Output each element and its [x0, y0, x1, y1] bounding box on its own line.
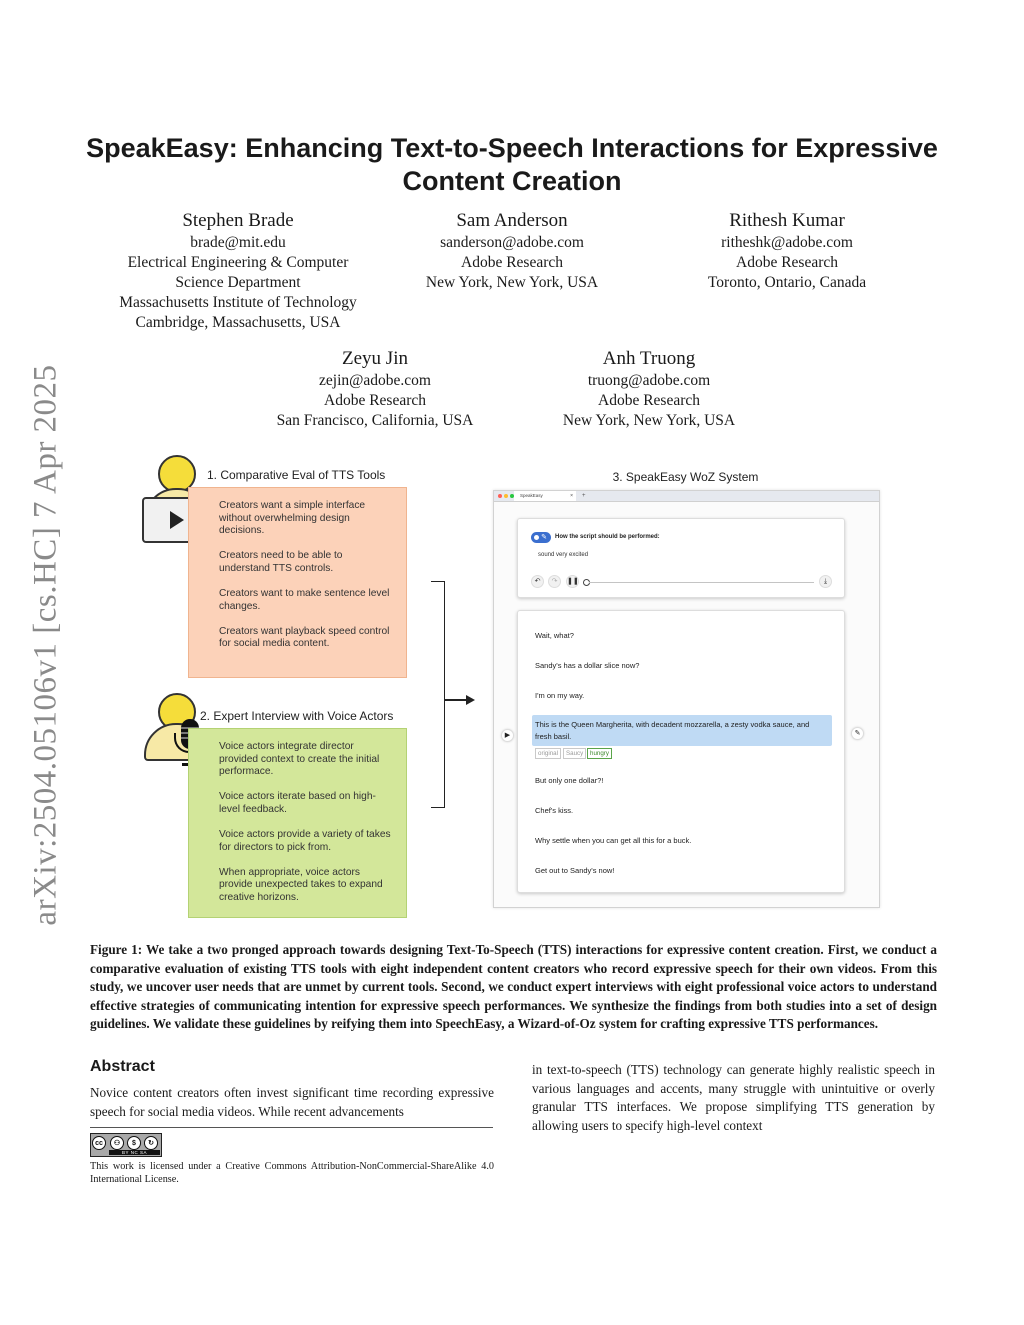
author-name: Sam Anderson: [456, 210, 568, 231]
finding-text: Creators need to be able to understand TTS controls.: [219, 550, 343, 574]
script-line[interactable]: Sandy's has a dollar slice now?: [535, 661, 640, 670]
finding-text: When appropriate, voice actors provide unexpected takes to expand creative horizons.: [219, 866, 383, 903]
author-name: Anh Truong: [602, 348, 696, 369]
selected-script-line[interactable]: This is the Queen Margherita, with decadent mozzarella, a zesty vodka sauce, and fresh basil.: [532, 715, 832, 746]
edit-script-icon[interactable]: ✎: [851, 727, 864, 740]
author-affiliation: Toronto, Ontario, Canada: [707, 274, 867, 291]
author-block: [392, 209, 632, 293]
author-block: [667, 209, 907, 293]
section-title-woz-system: 3. SpeakEasy WoZ System: [612, 470, 759, 484]
finding-text: Voice actors provide a variety of takes for directors to pick from.: [219, 828, 391, 853]
script-line[interactable]: Chef's kiss.: [535, 806, 574, 815]
playback-track[interactable]: [589, 582, 814, 583]
prompt-label: How the script should be performed:: [555, 534, 660, 540]
browser-tab-label: SpeakEasy: [520, 493, 543, 498]
prompt-card: [517, 518, 845, 598]
figure-caption: Figure 1: We take a two pronged approach towards designing Text-To-Speech (TTS) interactions for expressive content creation. First, we conduct a comparative evaluation of existing TTS tools with eight independent content creators who record expressive speech for their own videos. From this study, we uncover user needs that are unmet by current tools. Second, we conduct expert interviews with eight professional voice actors to understand effective strategies of communicating intention for expressive speech performances. We synthesize the findings from both studies into a set of design guidelines. We validate these guidelines by reifying them into SpeechEasy, a Wizard-of-Oz system for crafting expressive TTS performances.: [90, 942, 937, 1032]
author-email: zejin@adobe.com: [319, 372, 431, 389]
finding-text: Voice actors iterate based on high-level feedback.: [219, 791, 376, 815]
take-chip-saucy[interactable]: Saucy: [563, 748, 586, 759]
author-affiliation: San Francisco, California, USA: [276, 412, 474, 429]
context-toggle[interactable]: [531, 532, 551, 543]
section-title-expert-interview: 2. Expert Interview with Voice Actors: [200, 709, 394, 723]
browser-tab-bar: [494, 491, 879, 502]
new-tab-icon[interactable]: +: [582, 493, 586, 499]
teaser-figure: [138, 455, 888, 925]
author-affiliation: Adobe Research: [461, 254, 563, 271]
download-icon[interactable]: ⤓: [819, 575, 832, 588]
by-person-icon: ⚇: [110, 1136, 124, 1150]
arxiv-identifier: arXiv:2504.05106v1 [cs.HC] 7 Apr 2025: [27, 364, 64, 926]
author-block: [245, 347, 505, 431]
finding-text: Voice actors integrate director provided context to create the initial performace.: [219, 741, 380, 778]
author-email: sanderson@adobe.com: [440, 234, 584, 251]
author-affiliation: Massachusetts Institute of Technology: [119, 294, 357, 311]
prompt-input[interactable]: sound very excited: [538, 552, 589, 558]
script-line[interactable]: I'm on my way.: [535, 691, 585, 700]
script-card: [517, 610, 845, 893]
creator-needs-panel: [188, 487, 407, 678]
play-triangle-icon: [170, 511, 184, 529]
voice-actor-strategies-panel: [188, 728, 407, 918]
section-title-comparative-eval: 1. Comparative Eval of TTS Tools: [207, 468, 386, 482]
author-affiliation: New York, New York, USA: [425, 274, 599, 291]
noncommercial-icon: $: [127, 1136, 141, 1150]
take-chip-hungry[interactable]: hungry: [587, 748, 612, 759]
abstract-text-col1: Novice content creators often invest significant time recording expressive speech for social media videos. While recent advancements: [90, 1085, 494, 1119]
cc-icon: cc: [92, 1136, 106, 1150]
finding-text: Creators want to make sentence level changes.: [219, 587, 390, 612]
author-email: truong@adobe.com: [587, 372, 711, 389]
author-email: brade@mit.edu: [190, 234, 286, 251]
script-line[interactable]: But only one dollar?!: [535, 776, 604, 785]
author-name: Zeyu Jin: [342, 348, 408, 369]
author-affiliation: Cambridge, Massachusetts, USA: [135, 314, 341, 331]
tab-close-icon[interactable]: ×: [570, 493, 573, 499]
script-line[interactable]: Get out to Sandy's now!: [535, 866, 615, 875]
undo-icon[interactable]: ↶: [531, 575, 544, 588]
author-affiliation: Science Department: [175, 274, 301, 291]
author-affiliation: Adobe Research: [736, 254, 838, 271]
author-email: ritheshk@adobe.com: [721, 234, 853, 251]
abstract-text-col2: in text-to-speech (TTS) technology can generate highly realistic speech in various languages and accents, many struggle with unintuitive or overly granular TTS interfaces. We propose simplifying TTS generation by allowing users to specify high-level context: [532, 1062, 935, 1133]
script-line[interactable]: Why settle when you can get all this for a buck.: [535, 836, 692, 845]
play-script-icon[interactable]: ▶: [501, 729, 514, 742]
browser-tab[interactable]: [514, 491, 576, 501]
browser-window: [493, 490, 880, 908]
cc-license-badge[interactable]: [90, 1133, 162, 1157]
author-affiliation: New York, New York, USA: [562, 412, 736, 429]
merge-bracket: [431, 581, 445, 808]
author-name: Rithesh Kumar: [729, 210, 845, 231]
abstract-heading: Abstract: [90, 1058, 155, 1075]
finding-text: Creators want a simple interface without overwhelming design decisions.: [219, 500, 366, 537]
arrow-right-icon: [466, 695, 475, 705]
close-dot-icon[interactable]: [498, 494, 502, 498]
take-chip-original[interactable]: original: [535, 748, 561, 759]
finding-text: Creators want playback speed control for social media content.: [219, 625, 390, 650]
pause-icon[interactable]: ❚❚: [566, 575, 579, 588]
author-affiliation: Adobe Research: [324, 392, 426, 409]
license-text: This work is licensed under a Creative Commons Attribution-NonCommercial-ShareAlike 4.0 International License.: [90, 1161, 494, 1185]
arrow-line: [444, 699, 468, 701]
cc-terms-strip: BY NC SA: [109, 1150, 160, 1155]
author-block: [529, 347, 769, 431]
paper-title: SpeakEasy: Enhancing Text-to-Speech Interactions for Expressive Content Creation: [86, 133, 938, 196]
author-block: [108, 209, 368, 333]
author-name: Stephen Brade: [182, 210, 294, 231]
script-line[interactable]: Wait, what?: [535, 631, 574, 640]
pencil-icon: ✎: [541, 534, 547, 541]
author-affiliation: Adobe Research: [598, 392, 700, 409]
footnote-divider: [90, 1127, 493, 1128]
sharealike-icon: ↻: [144, 1136, 158, 1150]
minimize-dot-icon[interactable]: [504, 494, 508, 498]
author-affiliation: Electrical Engineering & Computer: [127, 254, 349, 271]
redo-icon[interactable]: ↷: [548, 575, 561, 588]
toggle-knob: [534, 535, 539, 540]
